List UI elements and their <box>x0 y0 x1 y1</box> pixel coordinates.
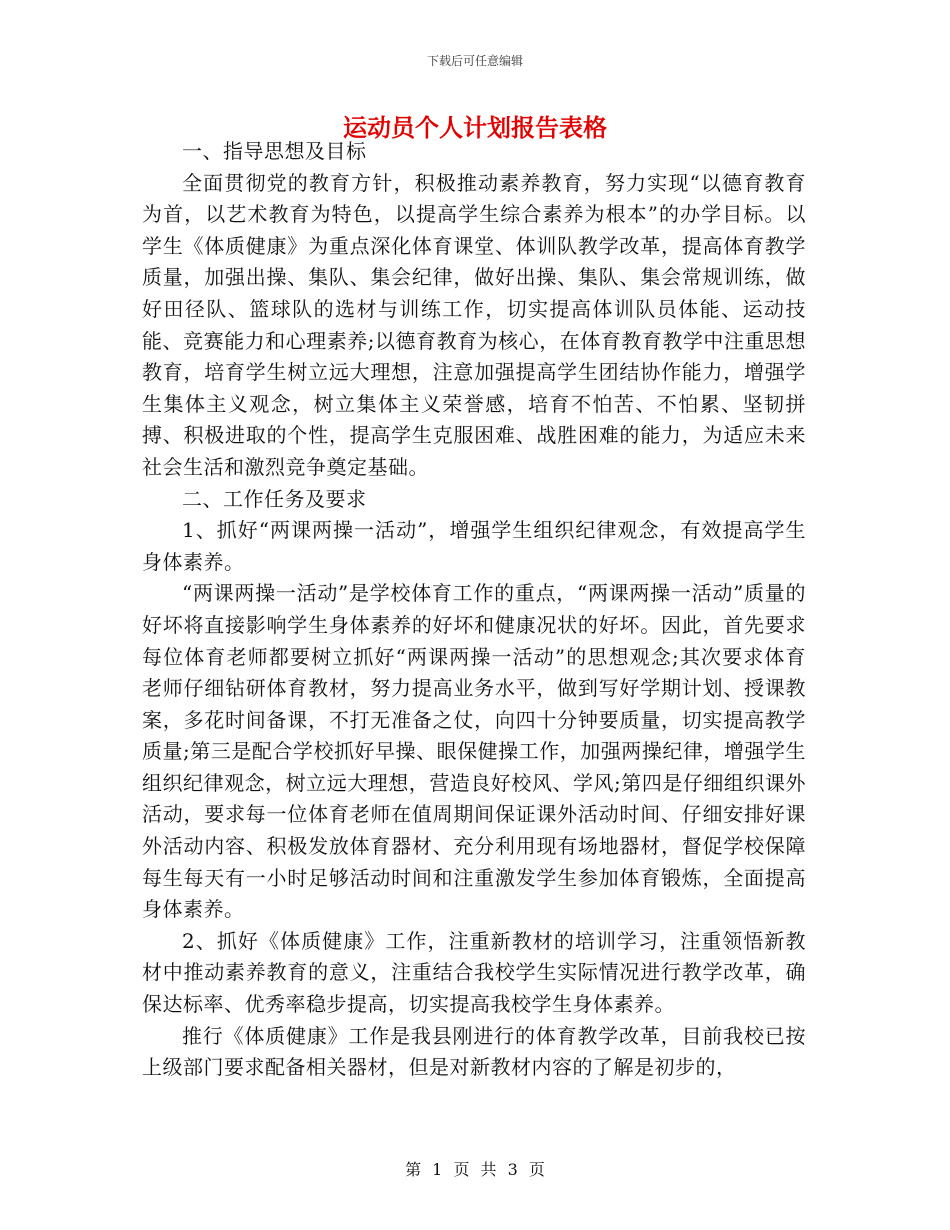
paragraph-task-2-detail: 推行《体质健康》工作是我县刚进行的体育教学改革，目前我校已按上级部门要求配备相关器材，但是对新教材内容的了解是初步的， <box>142 1023 806 1080</box>
paragraph-task-2: 2、抓好《体质健康》工作，注重新教材的培训学习，注重领悟新教材中推动素养教育的意义，注重结合我校学生实际情况进行教学改革，确保达标率、优秀率稳步提高，切实提高我校学生身体素养。 <box>142 928 806 1017</box>
section-heading-guiding-ideology: 一、指导思想及目标 <box>182 139 367 163</box>
document-title: 运动员个人计划报告表格 <box>343 113 607 142</box>
section-heading-tasks: 二、工作任务及要求 <box>182 486 367 511</box>
document-body <box>142 136 806 1084</box>
paragraph-task-1-detail: “两课两操一活动”是学校体育工作的重点，“两课两操一活动”质量的好坏将直接影响学生身体素养的好坏和健康况状的好坏。因此，首先要求每位体育老师都要树立抓好“两课两操一活动”的思想观念;其次要求体育老师仔细钻研体育教材，努力提高业务水平，做到写好学期计划、授课教案，多花时间备课，不打无准备之仗，向四十分钟要质量，切实提高教学质量;第三是配合学校抓好早操、眼保健操工作，加强两操纪律，增强学生组织纪律观念，树立远大理想，营造良好校风、学风;第四是仔细组织课外活动，要求每一位体育老师在值周期间保证课外活动时间、仔细安排好课外活动内容、积极发放体育器材、充分利用现有场地器材，督促学校保障每生每天有一小时足够活动时间和注重激发学生参加体育锻炼，全面提高身体素养。 <box>142 581 806 922</box>
paragraph-task-1: 1、抓好“两课两操一活动”，增强学生组织纪律观念，有效提高学生身体素养。 <box>142 518 806 574</box>
paragraph-goals: 全面贯彻党的教育方针，积极推动素养教育，努力实现“以德育教育为首，以艺术教育为特色，以提高学生综合素养为根本”的办学目标。以学生《体质健康》为重点深化体育课堂、体训队教学改革，提高体育教学质量，加强出操、集队、集会纪律，做好出操、集队、集会常规训练，做好田径队、篮球队的选材与训练工作，切实提高体训队员体能、运动技能、竞赛能力和心理素养;以德育教育为核心，在体育教育教学中注重思想教育，培育学生树立远大理想，注意加强提高学生团结协作能力，增强学生集体主义观念，树立集体主义荣誉感，培育不怕苦、不怕累、坚韧拼搏、积极进取的个性，提高学生克服困难、战胜困难的能力，为适应未来社会生活和激烈竞争奠定基础。 <box>142 170 806 479</box>
header-note: 下载后可任意编辑 <box>426 54 523 68</box>
page-number: 第 1 页 共 3 页 <box>405 1160 545 1179</box>
